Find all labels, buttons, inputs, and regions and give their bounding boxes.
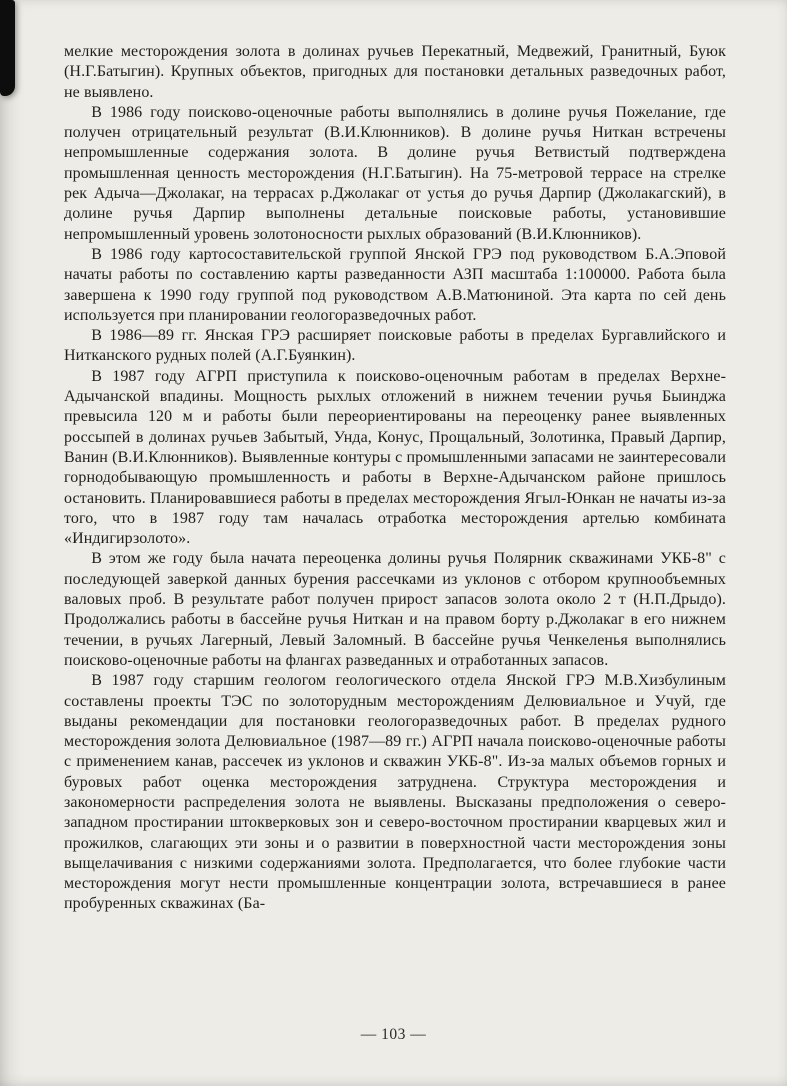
page-number: — 103 —	[360, 1026, 427, 1043]
paragraph-polyarnik-revaluation: В этом же году была начата переоценка долины ручья Полярник скважинами УКБ-8" с последующей заверкой данных бурения рассечками из уклонов с отбором крупнообъемных валовых проб. В результате работ получен прирост запасов золота около 2 т (Н.П.Дрыдо). Продолжались работы в бассейне ручья Ниткан и на правом борту р.Джолакаг в его нижнем течении, в ручьях Лагерный, Левый Заломный. В бассейне ручья Ченкеленья выполнялись поисково-оценочные работы на флангах разведанных и отработанных запасов.	[64, 550, 726, 669]
paragraph-1986-field-works: В 1986 году поисково-оценочные работы выполнялись в долине ручья Пожелание, где получен отрицательный результат (В.И.Клюнников). В долине ручья Ниткан встречены непромышленные содержания золота. В долине ручья Ветвистый подтверждена промышленная ценность месторождения (Н.Г.Батыгин). На 75-метровой террасе на стрелке рек Адыча—Джолакаг, на террасах р.Джолакаг от устья до ручья Дарпир (Джолакагский), в долине ручья Дарпир выполнены детальные поисковые работы, установившие непромышленный уровень золотоносности рыхлых образований (В.И.Клюнников).	[64, 103, 726, 243]
paragraph-1987-tes-projects: В 1987 году старшим геологом геологического отдела Янской ГРЭ М.В.Хизбулиным составлены проекты ТЭС по золоторудным месторождениям Делювиальное и Учуй, где выданы рекомендации для постановки геологоразведочных работ. В пределах рудного месторождения золота Делювиальное (1987—89 гг.) АГРП начала поисково-оценочные работы с применением канав, рассечек из уклонов и скважин УКБ-8". Из-за малых объемов горных и буровых работ оценка месторождения затруднена. Структура месторождения и закономерности распределения золота не выявлены. Высказаны предположения о северо-западном простирании штокверковых зон и северо-восточном простирании кварцевых жил и прожилков, слагающих эти зоны и о развитии в поверхностной части месторождения зоны выщелачивания с низкими содержаниями золота. Предполагается, что более глубокие части месторождения могут нести промышленные концентрации золота, встречавшиеся в ранее пробуренных скважинах (Ба-	[64, 672, 726, 913]
paragraph-1986-map-group: В 1986 году картосоставительской группой Янской ГРЭ под руководством Б.А.Эповой начаты работы по составлению карты разведанности АЗП масштаба 1:100000. Работа была завершена к 1990 году группой под руководством А.В.Матюниной. Эта карта по сей день используется при планировании геологоразведочных работ.	[64, 245, 726, 324]
paragraph-continuation: мелкие месторождения золота в долинах ручьев Перекатный, Медвежий, Гранитный, Буюк (Н.Г.Батыгин). Крупных объектов, пригодных для постановки детальных разведочных работ, не выявлено.	[64, 43, 726, 101]
paragraph-1987-agrp: В 1987 году АГРП приступила к поисково-оценочным работам в пределах Верхне-Адычанской впадины. Мощность рыхлых отложений в нижнем течении ручья Быинджа превысила 120 м и работы были переориентированы на переоценку ранее выявленных россыпей в долинах ручьев Забытый, Унда, Конус, Прощальный, Золотинка, Правый Дарпир, Ванин (В.И.Клюнников). Выявленные контуры с промышленными запасами не заинтересовали горнодобывающую промышленность и работы в Верхне-Адычанском районе пришлось остановить. Планировавшиеся работы в пределах месторождения Ягыл-Юнкан не начаты из-за того, что в 1987 году там началась отработка месторождения артелью комбината «Индигирзолото».	[64, 367, 726, 548]
paragraph-1986-89-expansion: В 1986—89 гг. Янская ГРЭ расширяет поисковые работы в пределах Бургавлийского и Нитканского рудных полей (А.Г.Буянкин).	[64, 327, 726, 365]
scan-artifact-mark	[0, 0, 15, 96]
page-text-block	[64, 42, 726, 915]
